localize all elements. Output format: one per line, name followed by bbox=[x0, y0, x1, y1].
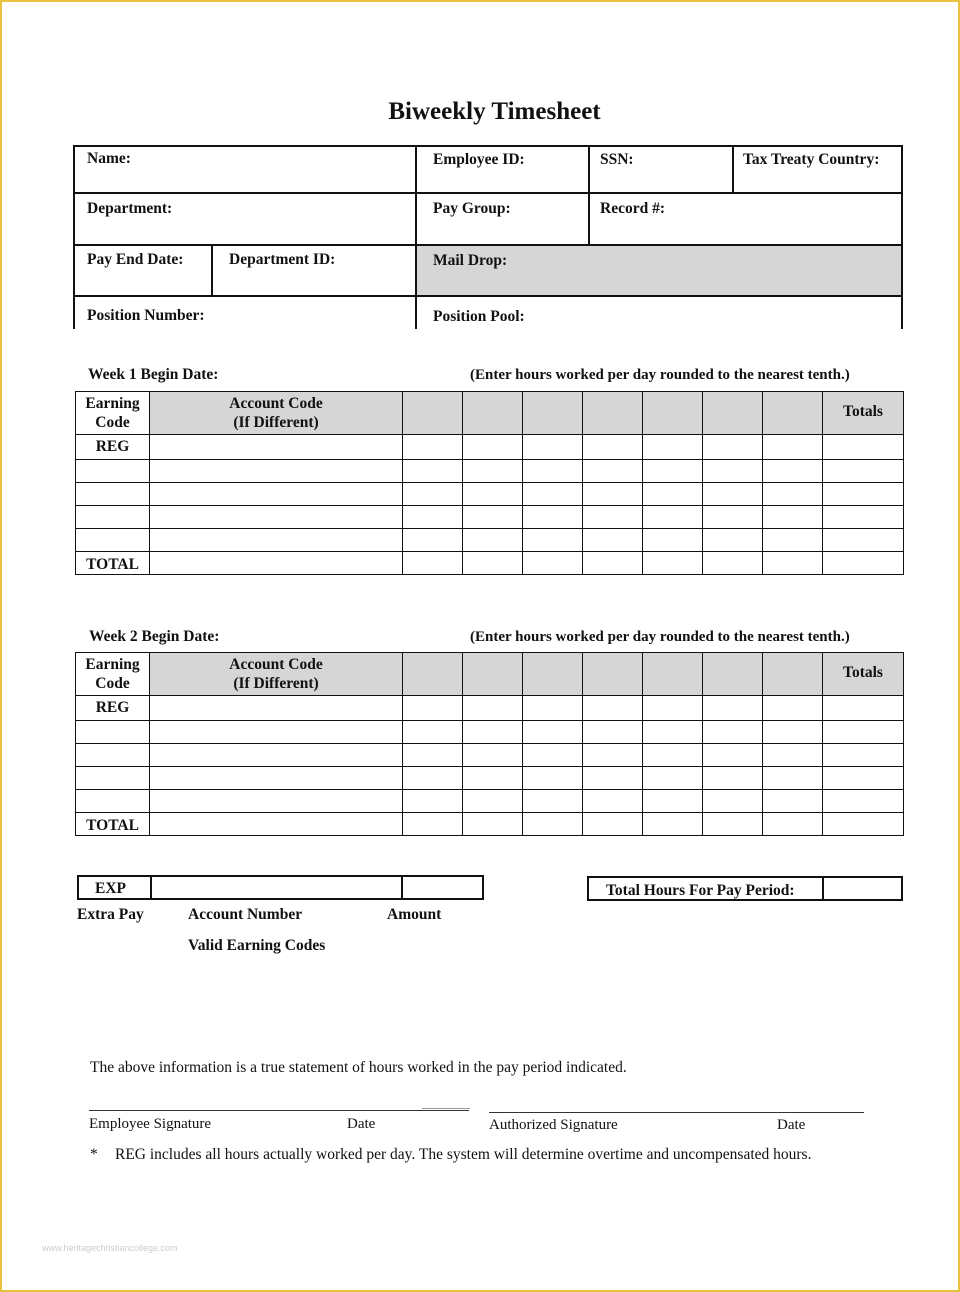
day-column bbox=[643, 653, 703, 696]
table-row[interactable] bbox=[76, 506, 904, 529]
totals-header: Totals bbox=[823, 653, 904, 696]
page-title: Biweekly Timesheet bbox=[388, 98, 601, 125]
table-row[interactable] bbox=[76, 767, 904, 790]
total-hours-label: Total Hours For Pay Period: bbox=[606, 882, 795, 899]
table-row[interactable] bbox=[76, 529, 904, 552]
table-row[interactable] bbox=[76, 790, 904, 813]
account-code-header: Account Code (If Different) bbox=[150, 653, 403, 696]
pay-group-field[interactable]: Pay Group: bbox=[433, 200, 511, 217]
earning-code-header: Earning Code bbox=[76, 653, 150, 696]
week-1-instruction: (Enter hours worked per day rounded to the nearest tenth.) bbox=[470, 367, 850, 383]
employee-id-field[interactable]: Employee ID: bbox=[433, 151, 525, 168]
employee-date-label: Date bbox=[347, 1116, 376, 1132]
reg-row-label: REG bbox=[76, 696, 150, 721]
authorized-date-label: Date bbox=[777, 1117, 806, 1133]
table-row[interactable] bbox=[76, 435, 904, 460]
employee-signature-label: Employee Signature bbox=[89, 1116, 212, 1132]
valid-earning-codes-label: Valid Earning Codes bbox=[188, 937, 326, 954]
position-pool-field[interactable]: Position Pool: bbox=[433, 308, 525, 325]
pay-end-date-field[interactable]: Pay End Date: bbox=[87, 251, 184, 268]
account-number-input[interactable] bbox=[152, 877, 400, 898]
week-1-begin-date[interactable]: Week 1 Begin Date: bbox=[88, 366, 219, 383]
table-row[interactable] bbox=[76, 744, 904, 767]
department-field[interactable]: Department: bbox=[87, 200, 173, 217]
account-code-header: Account Code (If Different) bbox=[150, 392, 403, 435]
footnote: REG includes all hours actually worked per day. The system will determine overtime and uncompensated hours. bbox=[115, 1146, 812, 1163]
watermark: www.heritagechristiancollege.com bbox=[42, 1243, 178, 1253]
day-column bbox=[763, 392, 823, 435]
day-column bbox=[403, 653, 463, 696]
table-row[interactable] bbox=[76, 721, 904, 744]
employee-signature-line[interactable] bbox=[89, 1092, 469, 1110]
ssn-field[interactable]: SSN: bbox=[600, 151, 634, 168]
day-column bbox=[703, 653, 763, 696]
total-hours-input[interactable] bbox=[824, 878, 901, 899]
day-column bbox=[463, 392, 523, 435]
day-column bbox=[763, 653, 823, 696]
mail-drop-field[interactable]: Mail Drop: bbox=[433, 252, 508, 269]
day-column bbox=[583, 653, 643, 696]
totals-header: Totals bbox=[823, 392, 904, 435]
day-column bbox=[703, 392, 763, 435]
reg-row-label: REG bbox=[76, 435, 150, 460]
account-number-label: Account Number bbox=[188, 906, 303, 923]
amount-input[interactable] bbox=[403, 877, 482, 898]
week-2-instruction: (Enter hours worked per day rounded to the nearest tenth.) bbox=[470, 629, 850, 645]
day-column bbox=[643, 392, 703, 435]
extra-pay-label: Extra Pay bbox=[77, 906, 144, 923]
week-2-begin-date[interactable]: Week 2 Begin Date: bbox=[89, 628, 220, 645]
record-field[interactable]: Record #: bbox=[600, 200, 665, 217]
day-column bbox=[583, 392, 643, 435]
table-row[interactable] bbox=[76, 552, 904, 575]
amount-label: Amount bbox=[387, 906, 442, 923]
day-column bbox=[463, 653, 523, 696]
tax-treaty-field[interactable]: Tax Treaty Country: bbox=[743, 151, 880, 168]
authorized-signature-line[interactable] bbox=[489, 1094, 864, 1112]
total-row-label: TOTAL bbox=[76, 552, 150, 575]
table-row[interactable] bbox=[76, 460, 904, 483]
exp-code: EXP bbox=[95, 880, 126, 897]
week-1-hours-table bbox=[75, 391, 904, 575]
day-column bbox=[403, 392, 463, 435]
authorized-signature-label: Authorized Signature bbox=[489, 1117, 618, 1133]
name-field[interactable]: Name: bbox=[87, 150, 131, 167]
table-row[interactable] bbox=[76, 696, 904, 721]
earning-code-header: Earning Code bbox=[76, 392, 150, 435]
table-row[interactable] bbox=[76, 813, 904, 836]
total-row-label: TOTAL bbox=[76, 813, 150, 836]
table-row[interactable] bbox=[76, 483, 904, 506]
day-column bbox=[523, 653, 583, 696]
department-id-field[interactable]: Department ID: bbox=[229, 251, 336, 268]
certification-statement: The above information is a true statement of hours worked in the pay period indicated. bbox=[90, 1059, 627, 1076]
day-column bbox=[523, 392, 583, 435]
week-2-hours-table bbox=[75, 652, 904, 836]
position-number-field[interactable]: Position Number: bbox=[87, 307, 205, 324]
footnote-mark: * bbox=[90, 1146, 98, 1163]
